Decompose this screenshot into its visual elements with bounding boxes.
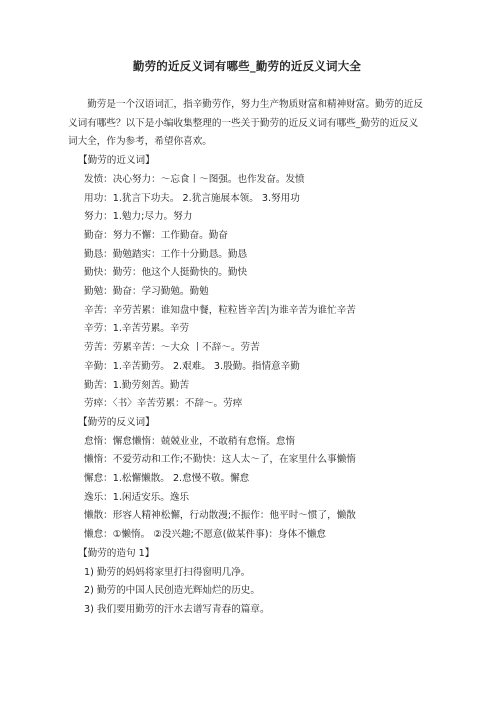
synonym-entry: 用功：1.犹言下功夫。 2.犹言施展本领。 3.努用功: [84, 192, 300, 204]
antonym-entry: 懈怠：1.松懈懒散。 2.怠慢不敬。懈怠: [84, 473, 250, 485]
antonym-entry: 逸乐：1.闲适安乐。逸乐: [84, 491, 190, 503]
synonym-entry: 勤奋：努力不懈：工作勤奋。勤奋: [84, 229, 228, 241]
antonym-entry: 懒惰：不爱劳动和工作;不勤快：这人太～了，在家里什么事懒惰: [84, 454, 356, 466]
example-sentence: 2) 勤劳的中国人民创造光辉灿烂的历史。: [84, 585, 260, 597]
synonyms-list: [68, 171, 426, 414]
example-sentence: 3) 我们要用勤劳的汗水去谱写青春的篇章。: [84, 603, 270, 615]
synonym-entry: 勤勉：勤奋：学习勤勉。勤勉: [84, 286, 209, 298]
synonym-entry: 发愤：决心努力：～忘食丨～图强。也作发奋。发愤: [84, 173, 305, 185]
antonyms-heading: 【勤劳的反义词】: [78, 416, 155, 428]
synonym-entry: 辛勤：1.辛苦勤劳。 2.艰难。 3.殷勤。指情意辛勤: [84, 360, 300, 372]
antonyms-list: [68, 433, 426, 545]
antonym-entry: 懒散：形容人精神松懈，行动散漫;不振作：他平时～惯了，懒散: [84, 510, 356, 522]
antonym-entry: 懒怠：①懒惰。 ②没兴趣;不愿意(做某件事)：身体不懒怠: [84, 529, 327, 541]
synonym-entry: 劳瘁：〈书〉辛苦劳累：不辞～。劳瘁: [84, 398, 243, 410]
synonyms-heading: 【勤劳的近义词】: [78, 155, 155, 167]
document-title: 勤劳的近反义词有哪些_勤劳的近反义词大全: [132, 59, 362, 73]
antonym-entry: 怠惰：懈怠懒惰：兢兢业业，不敢稍有怠惰。怠惰: [84, 435, 296, 447]
synonym-entry: 勤恳：勤勉踏实：工作十分勤恳。勤恳: [84, 248, 248, 260]
synonym-entry: 劳苦：劳累辛苦：～大众 丨不辞～。劳苦: [84, 342, 260, 354]
synonym-entry: 辛苦：辛劳苦累：谁知盘中餐，粒粒皆辛苦|为谁辛苦为谁忙辛苦: [84, 304, 356, 316]
synonym-entry: 勤快：勤劳：他这个人挺勤快的。勤快: [84, 267, 248, 279]
examples-heading: 【勤劳的造句 1】: [78, 547, 155, 559]
synonym-entry: 勤苦：1.勤劳刻苦。勤苦: [84, 379, 190, 391]
synonym-entry: 辛劳：1.辛苦劳累。辛劳: [84, 323, 190, 335]
examples-list: [68, 564, 426, 620]
intro-paragraph: 勤劳是一个汉语词汇，指辛勤劳作，努力生产物质财富和精神财富。勤劳的近反义词有哪些？以下是小编收集整理的一些关于勤劳的近反义词有哪些_勤劳的近反义词大全，作为参考，希望你喜欢。: [68, 99, 423, 148]
example-sentence: 1) 勤劳的妈妈将家里打扫得窗明几净。: [84, 566, 251, 578]
synonym-entry: 努力：1.勉力;尽力。努力: [84, 211, 193, 223]
